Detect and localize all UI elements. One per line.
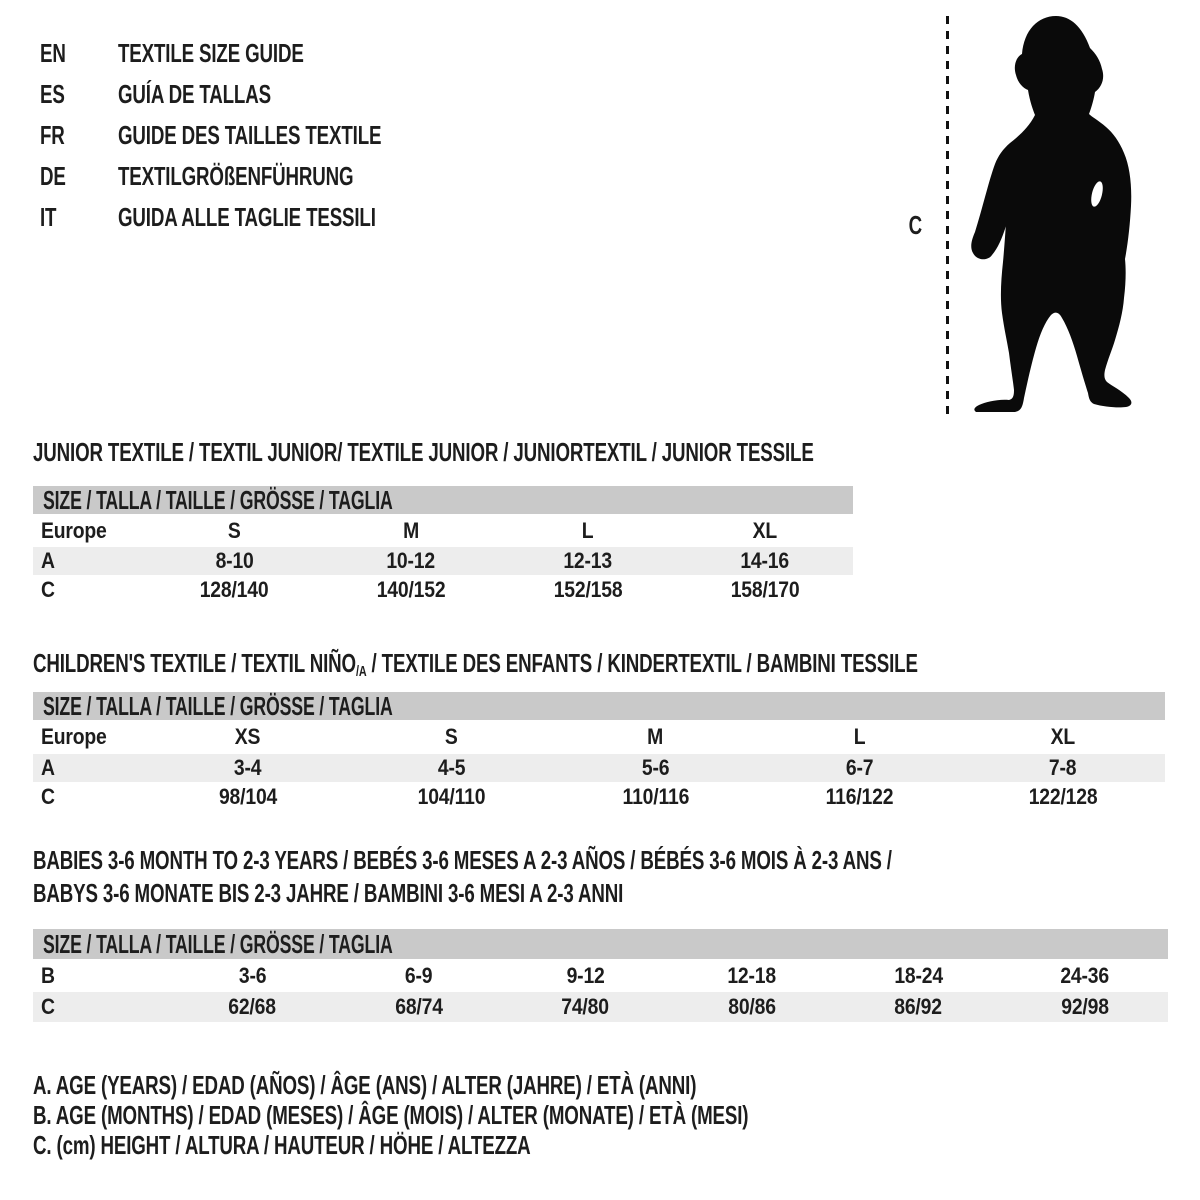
table-cell: 140/152	[376, 576, 446, 602]
table-row	[33, 575, 853, 604]
table-cell: L	[853, 724, 866, 749]
table-row	[33, 720, 1165, 754]
language-row-en	[40, 33, 484, 74]
table-row	[33, 754, 1165, 782]
language-title: GUIDE DES TAILLES TEXTILE	[118, 120, 382, 150]
table-cell: 12-13	[563, 548, 613, 573]
table-cell: 6-7	[845, 755, 874, 780]
language-code: DE	[40, 161, 66, 191]
junior-size-table	[33, 486, 853, 604]
table-cell: 9-12	[566, 962, 605, 988]
table-row	[33, 782, 1165, 811]
table-cell: 92/98	[1060, 994, 1109, 1019]
table-row	[33, 514, 853, 547]
table-cell: 122/128	[1028, 783, 1098, 809]
language-row-de	[40, 156, 484, 197]
language-title: TEXTILGRÖßENFÜHRUNG	[118, 161, 354, 191]
toddler-silhouette-icon	[962, 10, 1147, 412]
language-row-it	[40, 197, 484, 238]
table-cell: 8-10	[215, 548, 254, 573]
table-cell: 4-5	[437, 755, 466, 780]
table-cell: XL	[1050, 724, 1076, 749]
table-row	[33, 547, 853, 575]
row-label: Europe	[41, 517, 107, 543]
table-cell: 98/104	[218, 783, 277, 809]
babies-size-table	[33, 929, 1168, 1022]
row-label: C	[41, 783, 55, 809]
table-cell: S	[445, 724, 459, 749]
table-cell: L	[582, 517, 594, 543]
babies-section-title-line2: BABYS 3-6 MONATE BIS 2-3 JAHRE / BAMBINI 3-6 MESI A 2-3 ANNI	[33, 878, 624, 908]
table-cell: S	[227, 517, 241, 543]
row-label: C	[41, 576, 55, 602]
children-section-title: CHILDREN'S TEXTILE / TEXTIL $NIÑO_{/A}$ / TEXTILE DES ENFANTS / KINDERTEXTIL / BAMBINI TESSILE	[33, 648, 918, 680]
language-title: GUIDA ALLE TAGLIE TESSILI	[118, 202, 376, 232]
language-code: ES	[40, 79, 65, 109]
table-cell: 116/122	[825, 783, 894, 809]
table-cell: 110/116	[622, 783, 689, 809]
table-cell: 86/92	[894, 994, 943, 1019]
row-label: A	[41, 548, 55, 573]
table-cell: M	[403, 517, 420, 543]
table-cell: 158/170	[730, 576, 799, 602]
junior-section-title: JUNIOR TEXTILE / TEXTIL JUNIOR/ TEXTILE JUNIOR / JUNIORTEXTIL / JUNIOR TESSILE	[33, 437, 814, 467]
row-label: B	[41, 962, 55, 988]
table-cell: 6-9	[405, 962, 433, 988]
language-code: EN	[40, 38, 66, 68]
size-header-bar: SIZE / TALLA / TAILLE / GRÖSSE / TAGLIA	[33, 486, 853, 514]
language-code: FR	[40, 120, 65, 150]
table-cell: 74/80	[561, 994, 610, 1019]
table-cell: 24-36	[1060, 962, 1110, 988]
language-header	[40, 33, 484, 238]
language-title: TEXTILE SIZE GUIDE	[118, 38, 304, 68]
table-cell: 80/86	[727, 994, 776, 1019]
table-row	[33, 959, 1168, 992]
table-cell: 62/68	[228, 994, 277, 1019]
row-label: Europe	[41, 724, 107, 749]
table-cell: 14-16	[740, 548, 789, 573]
table-cell: 68/74	[394, 994, 443, 1019]
table-cell: 128/140	[200, 576, 269, 602]
row-label: C	[41, 994, 55, 1019]
table-cell: 7-8	[1049, 755, 1077, 780]
table-cell: 10-12	[386, 548, 436, 573]
children-size-table	[33, 692, 1165, 811]
table-cell: 12-18	[727, 962, 777, 988]
language-title: GUÍA DE TALLAS	[118, 79, 271, 109]
table-row	[33, 992, 1168, 1022]
title-subscript: /A	[355, 663, 367, 680]
language-row-fr	[40, 115, 484, 156]
height-measure-label: C	[908, 210, 922, 240]
footnote-c: C. (cm) HEIGHT / ALTURA / HAUTEUR / HÖHE / ALTEZZA	[33, 1130, 531, 1160]
footnote-a: A. AGE (YEARS) / EDAD (AÑOS) / ÂGE (ANS) / ALTER (JAHRE) / ETÀ (ANNI)	[33, 1070, 697, 1100]
table-cell: 5-6	[641, 755, 670, 780]
table-cell: 104/110	[417, 783, 486, 809]
size-header-bar: SIZE / TALLA / TAILLE / GRÖSSE / TAGLIA	[33, 929, 1168, 959]
language-row-es	[40, 74, 484, 115]
table-cell: XL	[752, 517, 777, 543]
table-cell: 18-24	[893, 962, 943, 988]
row-label: A	[41, 755, 55, 780]
babies-section-title-line1: BABIES 3-6 MONTH TO 2-3 YEARS / BEBÉS 3-6 MESES A 2-3 AÑOS / BÉBÉS 3-6 MOIS À 2-3 ANS /	[33, 845, 892, 875]
language-code: IT	[40, 202, 57, 232]
table-cell: 3-6	[238, 962, 266, 988]
height-measure-line	[946, 16, 949, 416]
size-header-bar: SIZE / TALLA / TAILLE / GRÖSSE / TAGLIA	[33, 692, 1165, 720]
table-cell: 152/158	[553, 576, 623, 602]
table-cell: 3-4	[234, 755, 262, 780]
table-cell: XS	[235, 724, 261, 749]
footnote-b: B. AGE (MONTHS) / EDAD (MESES) / ÂGE (MOIS) / ALTER (MONATE) / ETÀ (MESI)	[33, 1100, 749, 1130]
table-cell: M	[647, 724, 664, 749]
